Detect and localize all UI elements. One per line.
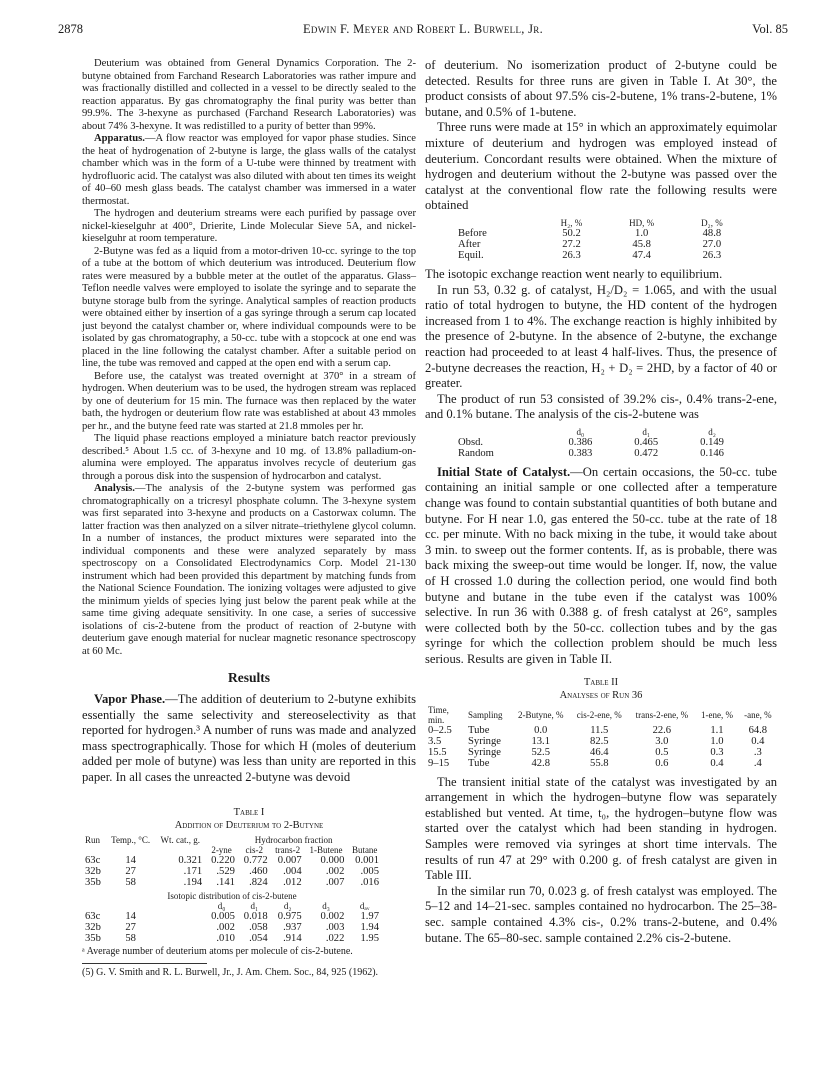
exchange-row-label: Equil. bbox=[458, 249, 484, 261]
table1-title: Table I bbox=[233, 806, 265, 818]
table2-col-header: trans-2-ene, % bbox=[635, 709, 689, 720]
table2-cell: 0–2.5 bbox=[428, 724, 452, 736]
table2-cell: Syringe bbox=[468, 735, 501, 747]
table2-cell: .4 bbox=[753, 757, 762, 769]
exchange-col-header: HD, % bbox=[629, 217, 655, 228]
table-row bbox=[425, 747, 777, 758]
isotope-cell: 0.386 bbox=[568, 436, 593, 448]
isotope-comparison-table bbox=[455, 427, 745, 459]
materials-paragraph: Deuterium was obtained from General Dynamics Corporation. The 2-butyne obtained from Farchand Research Laboratories was rather impure and was fractionally distilled and collected in a vessel to be directly sealed to the reaction apparatus. By gas chromatography the final purity was better than 99.9%. The 3-hexyne as purchased (Farchand Research Laboratories) was about 74% 3-hexyne. It was redistilled to a purity of better than 99%. bbox=[82, 58, 416, 132]
table2-cell: 3.0 bbox=[655, 735, 669, 747]
table-row bbox=[82, 866, 382, 877]
isotope-cell: 0.465 bbox=[634, 436, 659, 448]
table2-cell: 1.1 bbox=[710, 724, 724, 736]
table1-cell: .194 bbox=[183, 876, 203, 888]
exchange-cell: 27.2 bbox=[562, 238, 581, 250]
apparatus-paragraph bbox=[82, 133, 416, 208]
table2-title: Table II bbox=[583, 676, 619, 688]
page-header bbox=[58, 22, 788, 40]
table2-cell: 82.5 bbox=[590, 735, 609, 747]
run53-paragraph: In run 53, 0.32 g. of catalyst, H₂/D₂ = 1.065, and with the usual ratio of total hydrogen to butyne, the HD content of the hydrogen increased from 1 to 4%. The exchange reaction is highly inhibited by the presence of 2-butyne. In the absence of 2-butyne, the exchange reaction had proceeded to at least 4 half-lives. Thus, the presence of 2-butyne decreases the reaction, H₂ + D₂ = 2HD, by a factor of 40 or greater. bbox=[425, 282, 777, 391]
equilibrium-paragraph: The isotopic exchange reaction went nearly to equilibrium. bbox=[425, 266, 723, 281]
table1-cell: .141 bbox=[216, 876, 235, 888]
table1-cell: .022 bbox=[325, 932, 345, 944]
table1-cell: 32b bbox=[85, 865, 101, 877]
table1-cell: .010 bbox=[216, 932, 235, 944]
table2-subtitle: Analyses of Run 36 bbox=[559, 689, 643, 701]
left-column bbox=[82, 58, 416, 979]
table1-col-trans2: trans-2 bbox=[275, 844, 301, 855]
table2-col-header: -ane, % bbox=[744, 709, 772, 720]
table1-cell: 1.94 bbox=[360, 921, 379, 933]
table1-cell: .824 bbox=[249, 876, 268, 888]
isotope-cell: 0.149 bbox=[700, 436, 724, 448]
table2-cell: 22.6 bbox=[652, 724, 672, 736]
table2-cell: 46.4 bbox=[590, 746, 609, 758]
table1-subtitle: Addition of Deuterium to 2-Butyne bbox=[174, 819, 324, 831]
table1-cell: .002 bbox=[325, 865, 345, 877]
feed-paragraph: 2-Butyne was fed as a liquid from a motor-driven 10-cc. syringe to the top of a tube at the bottom of which deuterium was introduced. Deuterium flow rates were measured by a bubble meter at the outlet of the apparatus. Glass–Teflon needle valves were employed to isolate the syringe and to separate the butyne storage bulb from the syringe. Analytical samples of reaction products were obtained either by insertion of a gas syringe through a serum cap located just beyond the catalyst chamber or, where individual compounds were to be isolated by gas chromatography, a 50-cc. tube with a stopcock at one end was placed in the line following the catalyst chamber. After a suitable period on line, the tube was removed and capped at the open end with a serum cap. bbox=[82, 245, 416, 369]
table2-cell: 9–15 bbox=[428, 757, 450, 769]
table2-header-time: Time, min. bbox=[428, 704, 449, 725]
isotope-cell: 0.383 bbox=[568, 447, 593, 459]
table2-cell: 13.1 bbox=[531, 735, 550, 747]
table2-cell: 0.6 bbox=[655, 757, 669, 769]
table2-cell: 42.8 bbox=[531, 757, 550, 769]
table1-iso-col: d₁ bbox=[250, 900, 259, 911]
table1-cell: 0.975 bbox=[277, 910, 302, 922]
footnote-rule bbox=[82, 963, 207, 964]
table2-cell: Tube bbox=[468, 757, 490, 769]
isotope-cell: 0.472 bbox=[634, 447, 659, 459]
exchange-cell: 48.8 bbox=[702, 227, 722, 239]
reference-footnote: (5) G. V. Smith and R. L. Burwell, Jr., J. Am. Chem. Soc., 84, 925 (1962). bbox=[82, 966, 379, 978]
table-row bbox=[455, 228, 745, 239]
table1-iso-col: d₂ bbox=[283, 900, 292, 911]
isotope-col-header: d₁ bbox=[642, 426, 651, 437]
table1-cell: .002 bbox=[216, 921, 235, 933]
vapor-phase-text: —The addition of deuterium to 2-butyne exhibits essentially the same selectivity and stereoselectivity as that reported for hydrogen.³ A number of runs was made and analyzed mass spectrographically. Those for which H (moles of deuterium added per mole of butyne) was less than unity are reported in this paper. In all cases the unreacted 2-butyne was devoid bbox=[82, 692, 416, 784]
isotope-row-label: Random bbox=[458, 447, 494, 459]
table-row bbox=[82, 933, 382, 944]
table2-col-header: 1-ene, % bbox=[700, 709, 733, 720]
table1-iso-col: d₀ bbox=[217, 900, 226, 911]
table1-cell: .005 bbox=[360, 865, 379, 877]
pretreatment-paragraph: Before use, the catalyst was treated overnight at 370° in a stream of hydrogen. When deuterium was to be used, the hydrogen stream was replaced by one of deuterium for 15 min. The furnace was then replaced by the water bath, the hydrogen or deuterium flow rate was established at about 43 mmoles per hr., and the butyne feed rate was started at 21.8 mmoles per hr. bbox=[82, 370, 416, 432]
exchange-cell: 27.0 bbox=[702, 238, 722, 250]
table1-cell: 0.220 bbox=[211, 854, 235, 866]
table-row bbox=[425, 725, 777, 736]
table2-cell: 0.0 bbox=[534, 724, 548, 736]
initial-state-heading: Initial State of Catalyst. bbox=[437, 464, 571, 479]
table1-cell: .016 bbox=[360, 876, 379, 888]
isomerization-paragraph: of deuterium. No isomerization product of 2-butyne could be detected. Results for three runs are given in Table I. At 30°, the product consists of about 97.5% cis-2-butene, 1% trans-2-butene, 1% butane, and 0.5% of 1-butene. bbox=[425, 58, 777, 119]
table1-iso-caption: Isotopic distribution of cis-2-butene bbox=[167, 890, 297, 901]
table1-cell: 35b bbox=[85, 876, 101, 888]
apparatus-text: —A flow reactor was employed for vapor phase studies. Since the heat of hydrogenation of 2-butyne is large, the glass walls of the catalyst chamber which was in the form of a U-tube were thinned by treatment with hydrofluoric acid. The catalyst was also diluted with about ten times its weight of 40–60 mesh glass beads. The catalyst chamber was immersed in a water thermostat. bbox=[82, 133, 416, 207]
table1-col-butane: Butane bbox=[351, 844, 378, 855]
exchange-row-label: After bbox=[458, 238, 481, 250]
run53-product-paragraph: The product of run 53 consisted of 39.2% cis-, 0.4% trans-2-ene, and 0.1% butane. The analysis of the cis-2-butene was bbox=[425, 391, 777, 422]
table-row bbox=[455, 448, 745, 459]
table1-cell: 14 bbox=[125, 910, 136, 922]
exchange-col-header: H₂, % bbox=[560, 217, 583, 228]
table2-cell: 52.5 bbox=[531, 746, 550, 758]
table1-cell: .460 bbox=[249, 865, 268, 877]
table1-cell: 63c bbox=[85, 854, 101, 866]
table1-cell: 0.002 bbox=[320, 910, 345, 922]
exchange-cell: 26.3 bbox=[702, 249, 722, 261]
isotope-cell: 0.146 bbox=[700, 447, 724, 459]
table1-cell: 63c bbox=[85, 910, 101, 922]
exchange-cell: 26.3 bbox=[562, 249, 581, 261]
table1-header-run: Run bbox=[85, 834, 101, 845]
table1-cell: 14 bbox=[125, 854, 136, 866]
table1-iso-col: dₐᵥ bbox=[359, 900, 370, 911]
table1-cell: 0.007 bbox=[277, 854, 302, 866]
analysis-paragraph bbox=[82, 483, 416, 658]
table2-col-header: cis-2-ene, % bbox=[576, 709, 622, 720]
volume-label: Vol. 85 bbox=[752, 22, 788, 36]
table1-col-2yne: 2-yne bbox=[211, 844, 232, 855]
table1-cell: 0.000 bbox=[320, 854, 345, 866]
vapor-phase-heading: Vapor Phase. bbox=[94, 692, 166, 706]
right-column bbox=[425, 58, 777, 946]
table1-header-fraction: Hydrocarbon fraction bbox=[254, 834, 333, 845]
table1-cell: .937 bbox=[283, 921, 302, 933]
table-row bbox=[455, 437, 745, 448]
initial-state-text: —On certain occasions, the 50-cc. tube containing an initial sample or one collected after a temperature change was found to contain substantial quantities of both butane and butyne. For H near 1.0, gas entered the 50-cc. tube at the rate of 18 cc. per minute. With no back mixing in the tube, it would take about 3 min. to sweep out the former contents. If, as is probable, there was back mixing the sweep-out time would be longer. If, now, the value of H crossed 1.0 during the collection period, one would find both butyne and butane in the tube even if the catalyst was 100% selective. In run 36 with 0.388 g. of fresh catalyst at 26°, samples were collected both by the 50-cc. collection tubes and by the gas syringe for which the collection problem should be much less serious. Results are given in Table II. bbox=[425, 464, 778, 666]
table1-col-cis2: cis-2 bbox=[245, 844, 264, 855]
table2-cell: 0.3 bbox=[710, 746, 724, 758]
isotope-col-header: d₂ bbox=[708, 426, 716, 437]
table1-cell: .171 bbox=[183, 865, 203, 877]
exchange-cell: 1.0 bbox=[635, 227, 649, 239]
table1-cell: .003 bbox=[325, 921, 345, 933]
hydrogen-exchange-table bbox=[455, 218, 745, 261]
table-row bbox=[82, 922, 382, 933]
table1-col-1butene: 1-Butene bbox=[309, 844, 343, 855]
table2-cell: 0.4 bbox=[710, 757, 724, 769]
table1-cell: 1.95 bbox=[360, 932, 379, 944]
table1-cell: 58 bbox=[125, 932, 136, 944]
table2-header-sampling: Sampling bbox=[468, 709, 503, 720]
table2-cell: 15.5 bbox=[428, 746, 447, 758]
table1-cell: 0.321 bbox=[178, 854, 203, 866]
table2-cell: 3.5 bbox=[428, 735, 442, 747]
liquid-phase-paragraph: The liquid phase reactions employed a miniature batch reactor previously described.⁵ About 1.5 cc. of 3-hexyne and 10 mg. of 13.8% palladium-on-alumina were employed. The apparatus involves recycle of deuterium gas through a porous disk into the suspension of hydrocarbon and catalyst. bbox=[82, 433, 416, 482]
table1-cell: .007 bbox=[325, 876, 345, 888]
exchange-cell: 50.2 bbox=[562, 227, 581, 239]
table1-cell: 32b bbox=[85, 921, 101, 933]
table2-cell: 55.8 bbox=[590, 757, 609, 769]
table-row bbox=[82, 855, 382, 866]
table1-header-temp: Temp., °C. bbox=[111, 834, 151, 845]
table1-cell: .012 bbox=[283, 876, 302, 888]
table2-cell: 1.0 bbox=[710, 735, 724, 747]
table2-cell: 11.5 bbox=[590, 724, 609, 736]
exchange-cell: 47.4 bbox=[632, 249, 651, 261]
table2-cell: Syringe bbox=[468, 746, 501, 758]
table1-iso-col: d₃ bbox=[322, 900, 330, 911]
table-row bbox=[455, 239, 745, 250]
table1-cell: .004 bbox=[283, 865, 302, 877]
initial-state-paragraph bbox=[425, 465, 777, 668]
analysis-heading: Analysis. bbox=[94, 483, 135, 494]
table2-cell: 0.5 bbox=[655, 746, 669, 758]
table1-cell: .054 bbox=[249, 932, 268, 944]
table-row bbox=[82, 911, 382, 922]
table1-cell: 27 bbox=[125, 865, 136, 877]
table-row bbox=[425, 736, 777, 747]
isotope-col-header: d₀ bbox=[576, 426, 585, 437]
table1-footnote: ᵃ Average number of deuterium atoms per molecule of cis-2-butene. bbox=[82, 945, 353, 957]
table2-cell: 0.4 bbox=[751, 735, 765, 747]
table1-cell: 0.005 bbox=[211, 910, 235, 922]
isotope-row-label: Obsd. bbox=[458, 436, 484, 448]
table2-cell: Tube bbox=[468, 724, 490, 736]
vapor-phase-paragraph bbox=[82, 692, 416, 786]
table-row bbox=[425, 758, 777, 769]
table-row bbox=[455, 250, 745, 261]
table1-cell: 1.97 bbox=[360, 910, 379, 922]
table1-cell: .529 bbox=[216, 865, 235, 877]
table1-cell: 0.018 bbox=[243, 910, 268, 922]
table1-cell: .058 bbox=[249, 921, 268, 933]
table2 bbox=[425, 705, 777, 769]
table1-cell: 27 bbox=[125, 921, 136, 933]
page-number: 2878 bbox=[58, 22, 83, 36]
table1-cell: 58 bbox=[125, 876, 136, 888]
table1-cell: .914 bbox=[283, 932, 302, 944]
table1-cell: 0.001 bbox=[355, 854, 379, 866]
equimolar-paragraph: Three runs were made at 15° in which an approximately equimolar mixture of deuterium and hydrogen was employed instead of deuterium. Concordant results were obtained. When the mixture of hydrogen and deuterium without the 2-butyne was passed over the catalyst at the conventional flow rate the following results were obtained bbox=[425, 120, 777, 213]
table1-header-wt: Wt. cat., g. bbox=[160, 834, 200, 845]
exchange-col-header: D₂, % bbox=[701, 217, 723, 228]
exchange-cell: 45.8 bbox=[632, 238, 651, 250]
transient-state-paragraph: The transient initial state of the catalyst was investigated by an arrangement in which the hydrogen–butyne flow was separately established but vented. At time, t₀, the hydrogen–butyne flow was started over the catalyst which had been standing in hydrogen. Samples were removed via syringes at short time intervals. The results of run 47 at 29° with 0.200 g. of fresh catalyst are given in Table III. bbox=[425, 774, 777, 883]
exchange-row-label: Before bbox=[458, 227, 487, 239]
table1-cell: 0.772 bbox=[243, 854, 268, 866]
results-heading: Results bbox=[227, 670, 270, 685]
purification-paragraph: The hydrogen and deuterium streams were each purified by passage over nickel-kieselguhr at 400°, Drierite, Linde Molecular Sieve 5A, and nickel-kieselguhr at room temperature. bbox=[82, 208, 416, 244]
analysis-text: —The analysis of the 2-butyne system was performed gas chromatographically on a tricresyl phosphate column. The 3-hexyne system was first separated into 3-hexyne and products on a Castorwax column. The latter fraction was then analyzed on a silver nitrate–triethylene glycol column. In a number of instances, the product mixtures were separated into the individual components and these were analyzed separately by mass spectroscopy on a Consolidated Electrodynamics Corp. Model 21-130 instrument which had been provided this department by matching funds from the National Science Foundation. The ionizing voltages were adjusted to give the minimum yields of species lying just below the parent peak while at the same time giving adequate sensitivity. In one case, a series of successive isolations of cis-2-butene from the product of reaction of 2-butyne with deuterium gave enough material for nuclear magnetic resonance spectroscopy at 60 Mc. bbox=[82, 483, 416, 657]
table-row bbox=[82, 877, 382, 888]
table2-col-header: 2-Butyne, % bbox=[517, 709, 564, 720]
run70-paragraph: In the similar run 70, 0.023 g. of fresh catalyst was employed. The 5–12 and 14–21-sec. samples contained no hydrocarbon. The 25–38-sec. sample contained 4.3% cis-, 0.2% trans-2-butene, and 0.4% butane. The 65–80-sec. sample contained 2.2% cis-2-butene. bbox=[425, 883, 777, 945]
running-head-authors: Edwin F. Meyer and Robert L. Burwell, Jr. bbox=[303, 22, 543, 36]
table2-cell: .3 bbox=[753, 746, 762, 758]
table2-cell: 64.8 bbox=[748, 724, 768, 736]
apparatus-heading: Apparatus. bbox=[94, 133, 145, 144]
table1-cell: 35b bbox=[85, 932, 101, 944]
table1 bbox=[82, 835, 382, 944]
